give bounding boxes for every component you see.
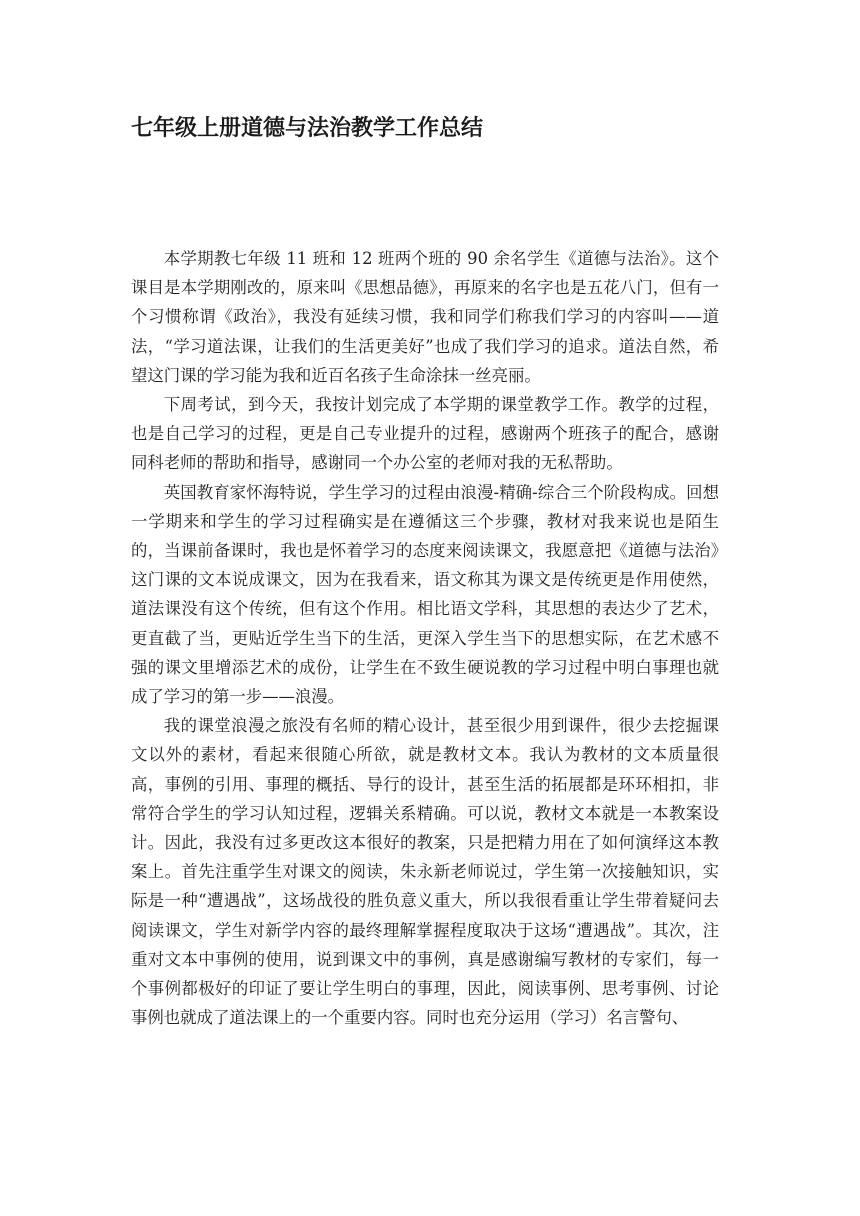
paragraph-2: 下周考试，到今天，我按计划完成了本学期的课堂教学工作。教学的过程，也是自己学习的过程，更是自己专业提升的过程，感谢两个班孩子的配合，感谢同科老师的帮助和指导，感谢同一个办公室的老师对我的无私帮助。 bbox=[131, 395, 719, 473]
paragraph-3: 英国教育家怀海特说，学生学习的过程由浪漫-精确-综合三个阶段构成。回想一学期来和学生的学习过程确实是在遵循这三个步骤，教材对我来说也是陌生的，当课前备课时，我也是怀着学习的态度来阅读课文，我愿意把《道德与法治》这门课的文本说成课文，因为在我看来，语文称其为课文是传统更是作用使然，道法课没有这个传统，但有这个作用。相比语文学科，其思想的表达少了艺术，更直截了当，更贴近学生当下的生活，更深入学生当下的思想实际，在艺术感不强的课文里增添艺术的成份，让学生在不致生硬说教的学习过程中明白事理也就成了学习的第一步——浪漫。 bbox=[131, 482, 719, 707]
document-body bbox=[131, 244, 719, 1032]
paragraph-4: 我的课堂浪漫之旅没有名师的精心设计，甚至很少用到课件，很少去挖掘课文以外的素材，看起来很随心所欲，就是教材文本。我认为教材的文本质量很高，事例的引用、事理的概括、导行的设计，甚至生活的拓展都是环环相扣，非常符合学生的学习认知过程，逻辑关系精确。可以说，教材文本就是一本教案设计。因此，我没有过多更改这本很好的教案，只是把精力用在了如何演绎这本教案上。首先注重学生对课文的阅读，朱永新老师说过，学生第一次接触知识，实际是一种“遭遇战”，这场战役的胜负意义重大，所以我很看重让学生带着疑问去阅读课文，学生对新学内容的最终理解掌握程度取决于这场“遭遇战”。其次，注重对文本中事例的使用，说到课文中的事例，真是感谢编写教材的专家们，每一个事例都极好的印证了要让学生明白的事理，因此，阅读事例、思考事例、讨论事例也就成了道法课上的一个重要内容。同时也充分运用（学习）名言警句、 bbox=[131, 716, 719, 1028]
document-title: 七年级上册道德与法治教学工作总结 bbox=[131, 116, 484, 141]
paragraph-1: 本学期教七年级 11 班和 12 班两个班的 90 余名学生《道德与法治》。这个课目是本学期刚改的，原来叫《思想品德》，再原来的名字也是五花八门，但有一个习惯称谓《政治》，我没有延续习惯，我和同学们称我们学习的内容叫——道法，“学习道法课，让我们的生活更美好”也成了我们学习的追求。道法自然，希望这门课的学习能为我和近百名孩子生命涂抹一丝亮丽。 bbox=[131, 249, 719, 385]
